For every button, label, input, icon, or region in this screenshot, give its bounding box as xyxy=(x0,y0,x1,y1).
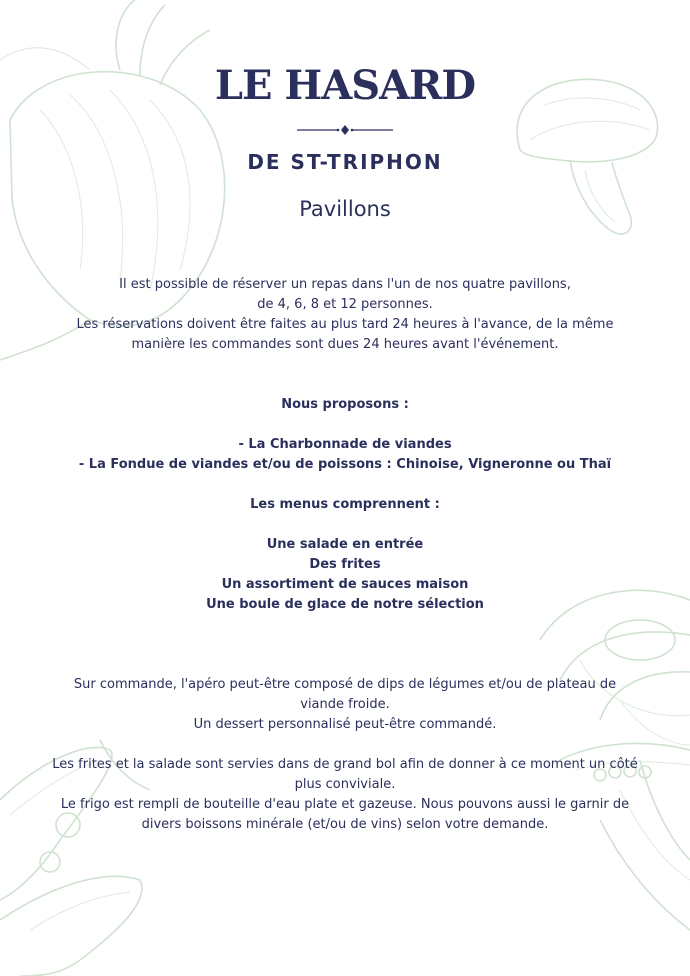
intro-line: Les réservations doivent être faites au plus tard 24 heures à l'avance, de la même xyxy=(76,317,614,332)
offer-item: - La Fondue de viandes et/ou de poissons : Chinoise, Vigneronne ou Thaï xyxy=(78,457,612,472)
notes-line: Un dessert personnalisé peut-être commandé. xyxy=(193,717,497,732)
menus-item: Une salade en entrée xyxy=(266,537,424,552)
notes-line: divers boissons minérale (et/ou de vins) selon votre demande. xyxy=(141,817,549,832)
notes-line: viande froide. xyxy=(300,697,390,712)
intro-line: de 4, 6, 8 et 12 personnes. xyxy=(257,297,433,312)
offer-section xyxy=(30,395,660,615)
offer-heading: Nous proposons : xyxy=(281,397,409,412)
menus-item: Un assortiment de sauces maison xyxy=(221,577,469,592)
intro-paragraph xyxy=(30,275,660,355)
notes-line: Les frites et la salade sont servies dans de grand bol afin de donner à ce moment un côté xyxy=(52,757,638,772)
menus-item: Des frites xyxy=(309,557,381,572)
notes-line: Sur commande, l'apéro peut-être composé de dips de légumes et/ou de plateau de xyxy=(73,677,617,692)
notes-line: plus conviviale. xyxy=(294,777,396,792)
menus-item: Une boule de glace de notre sélection xyxy=(206,597,484,612)
menus-heading: Les menus comprennent : xyxy=(250,497,440,512)
notes-line: Le frigo est rempli de bouteille d'eau plate et gazeuse. Nous pouvons aussi le garnir de xyxy=(60,797,630,812)
divider-ornament-icon xyxy=(297,124,393,136)
section-title: Pavillons xyxy=(299,197,391,221)
restaurant-subtitle: DE ST-TRIPHON xyxy=(247,150,443,174)
restaurant-name: LE HASARD xyxy=(214,62,476,109)
notes-paragraph xyxy=(30,675,660,835)
notes-spacer xyxy=(30,735,660,755)
intro-line: Il est possible de réserver un repas dans l'un de nos quatre pavillons, xyxy=(119,277,571,292)
intro-line: manière les commandes sont dues 24 heures avant l'événement. xyxy=(131,337,559,352)
offer-item: - La Charbonnade de viandes xyxy=(238,437,452,452)
